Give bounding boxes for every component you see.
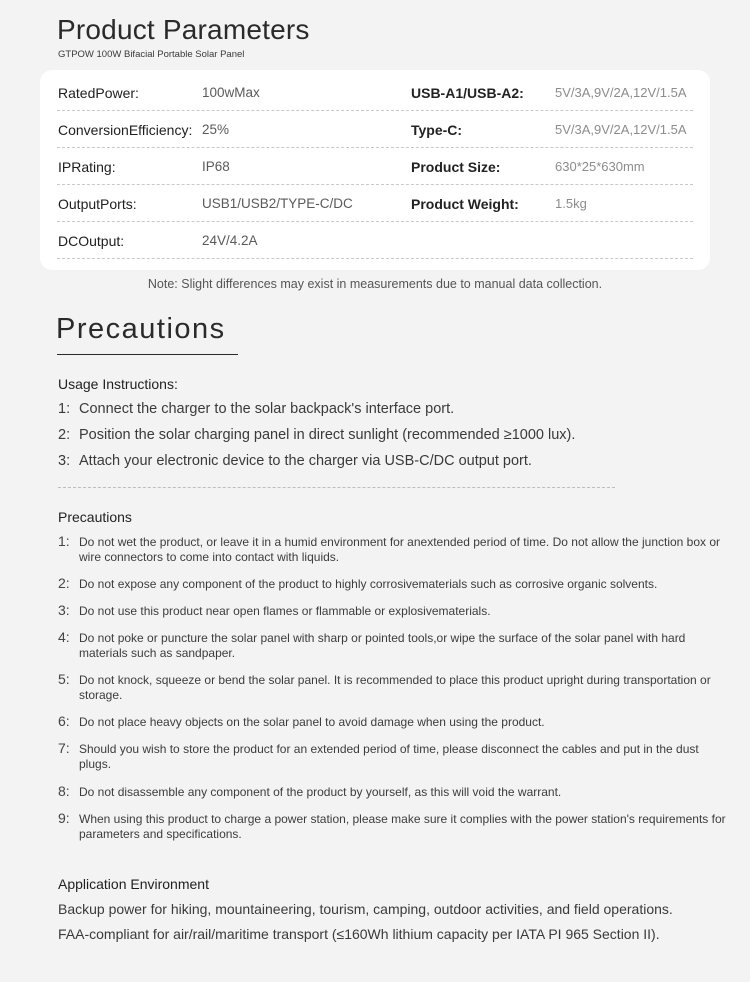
param-row [57,221,693,259]
precaution-number: 7: [58,740,70,756]
precaution-item [58,673,728,703]
precaution-item [58,742,728,772]
usage-instructions-heading: Usage Instructions: [58,376,178,392]
usage-item [58,401,454,417]
usage-item-number: 1: [58,401,71,417]
dashed-divider [58,487,615,488]
usage-item [58,453,532,469]
usage-item-text: Attach your electronic device to the charger via USB-C/DC output port. [79,453,532,469]
param-label-product-weight: Product Weight: [411,196,519,212]
param-row [57,110,693,148]
precaution-text: Do not knock, squeeze or bend the solar panel. It is recommended to place this product upright during transportation or storage. [79,673,711,702]
param-label-product-size: Product Size: [411,159,501,175]
param-label-rated-power: RatedPower: [58,85,139,101]
precaution-text: Do not wet the product, or leave it in a humid environment for anextended period of time. Do not allow the junction box or wire connectors to come into contact with liquids. [79,535,721,564]
param-value-output-ports: USB1/USB2/TYPE-C/DC [202,196,353,211]
precautions-heading: Precautions [58,509,132,525]
usage-item-text: Connect the charger to the solar backpack's interface port. [79,401,455,417]
usage-item-number: 2: [58,427,71,443]
precaution-number: 4: [58,629,70,645]
precaution-item [58,604,728,619]
param-value-dc-output: 24V/4.2A [202,233,258,248]
param-label-type-c: Type-C: [411,122,463,138]
precaution-text: When using this product to charge a power station, please make sure it complies with the power station's requirements for parameters and specifications. [79,812,726,841]
param-value-product-weight: 1.5kg [555,196,587,211]
param-value-type-c: 5V/3A,9V/2A,12V/1.5A [555,122,687,137]
precaution-text: Do not place heavy objects on the solar panel to avoid damage when using the product. [79,715,545,729]
param-label-conversion-efficiency: ConversionEfficiency: [58,122,193,138]
precaution-item [58,631,728,661]
usage-item-text: Position the solar charging panel in direct sunlight (recommended ≥1000 lux). [79,427,576,443]
param-label-dc-output: DCOutput: [58,233,125,249]
param-label-usb-a: USB-A1/USB-A2: [411,85,524,101]
precaution-number: 3: [58,602,70,618]
param-row [57,73,693,111]
environment-line: Backup power for hiking, mountaineering, tourism, camping, outdoor activities, and field operations. [58,901,673,917]
usage-item [58,427,575,443]
precaution-number: 1: [58,533,70,549]
precaution-text: Do not expose any component of the product to highly corrosivematerials such as corrosive organic solvents. [79,577,658,591]
measurement-note: Note: Slight differences may exist in measurements due to manual data collection. [147,277,603,291]
param-row [57,184,693,222]
page-title: Product Parameters [57,14,310,45]
param-row [57,147,693,185]
precaution-number: 2: [58,575,70,591]
param-value-usb-a: 5V/3A,9V/2A,12V/1.5A [555,85,687,100]
usage-item-number: 3: [58,453,71,469]
section-title-precautions: Precautions [56,313,226,345]
precaution-item [58,577,728,592]
param-value-rated-power: 100wMax [202,85,260,100]
precaution-number: 9: [58,810,70,826]
precaution-item [58,715,728,730]
precaution-item [58,785,728,800]
environment-line: FAA-compliant for air/rail/maritime transport (≤160Wh lithium capacity per IATA PI 965 Section II). [58,926,660,942]
application-environment-heading: Application Environment [58,876,209,892]
param-value-ip-rating: IP68 [202,159,230,174]
param-label-ip-rating: IPRating: [58,159,116,175]
section-underline [57,354,238,355]
precaution-item [58,812,728,842]
precaution-text: Do not use this product near open flames or flammable or explosivematerials. [79,604,491,618]
precaution-number: 5: [58,671,70,687]
page-subtitle: GTPOW 100W Bifacial Portable Solar Panel [58,49,245,60]
precaution-text: Do not disassemble any component of the product by yourself, as this will void the warrant. [79,785,562,799]
param-label-output-ports: OutputPorts: [58,196,137,212]
precaution-item [58,535,728,565]
precaution-number: 6: [58,713,70,729]
param-value-conversion-efficiency: 25% [202,122,230,137]
precaution-text: Should you wish to store the product for an extended period of time, please disconnect the cables and put in the dust plugs. [79,742,699,771]
parameters-card [40,70,710,270]
precaution-text: Do not poke or puncture the solar panel with sharp or pointed tools,or wipe the surface of the solar panel with hard materials such as sandpaper. [79,631,686,660]
precaution-number: 8: [58,783,70,799]
param-value-product-size: 630*25*630mm [555,159,645,174]
